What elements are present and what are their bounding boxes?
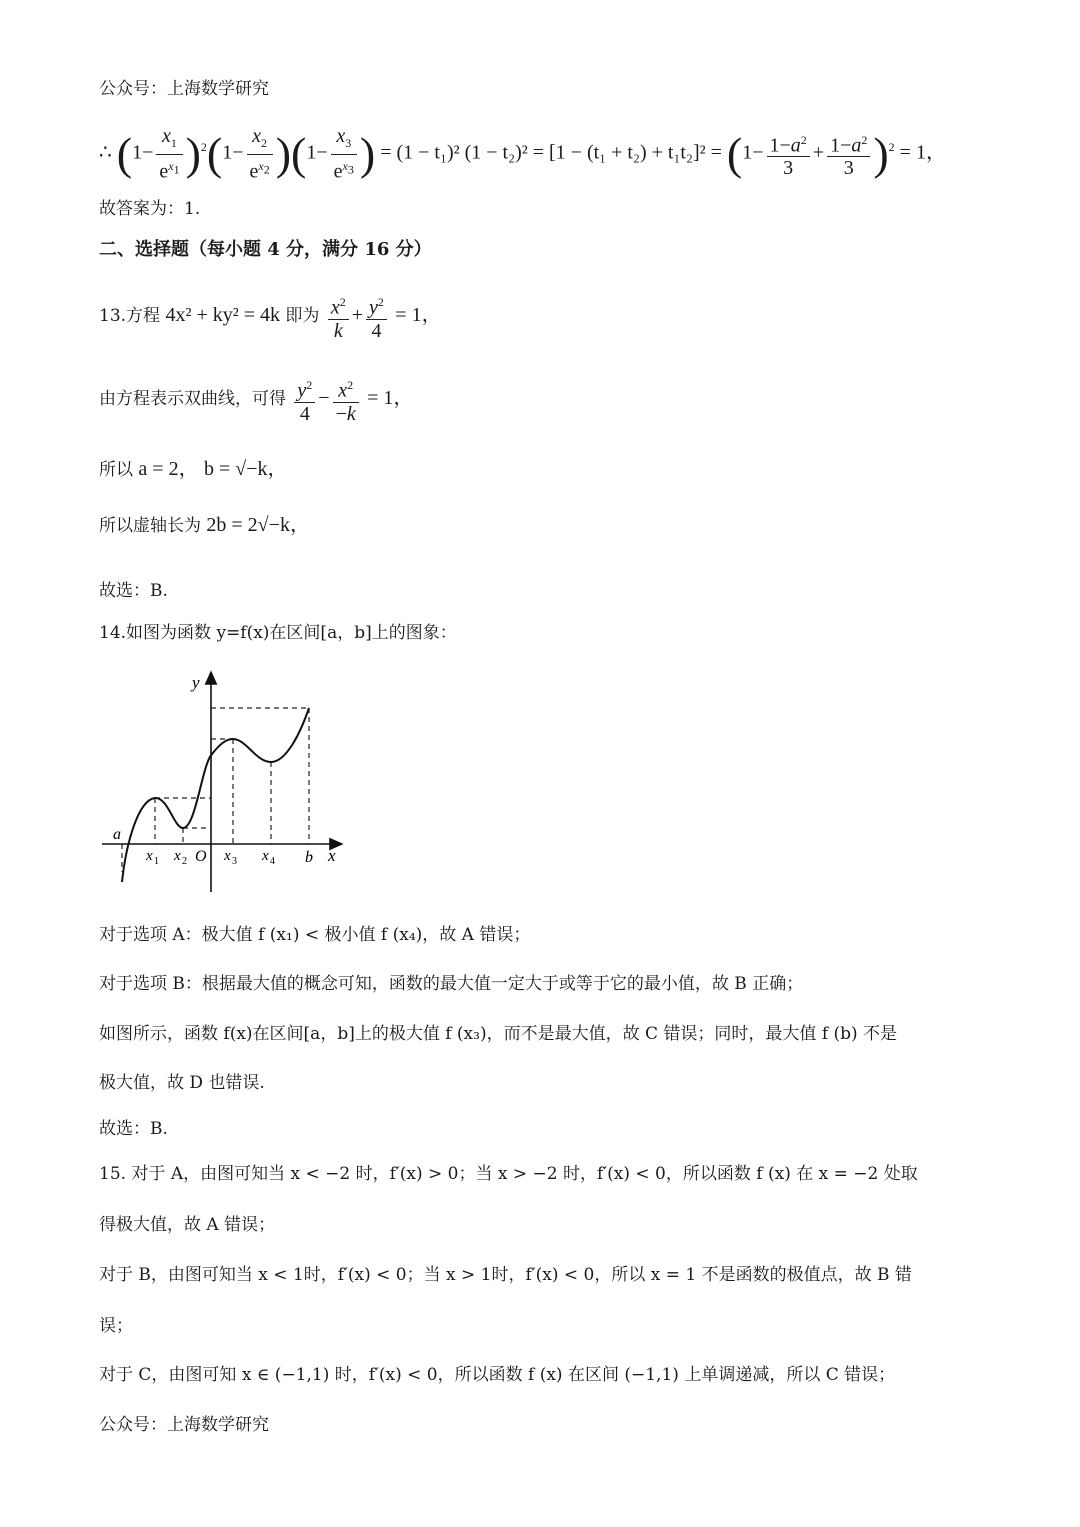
equation-end: = 1， (899, 141, 946, 164)
therefore-symbol: ∴ (99, 141, 112, 164)
q13-line2: 由方程表示双曲线，可得 $\frac{y^2}{4}$ − $\frac{x^2}{-k}$ = 1， (99, 370, 982, 426)
q13-l2-end: = 1， (367, 387, 414, 409)
label-x4-sub: 4 (270, 856, 275, 867)
q15-c-line: 对于 C，由图可知 x ∈ (−1,1) 时，f′(x) < 0，所以函数 f (x) 在区间 (−1,1) 上单调递减，所以 C 错误； (99, 1365, 896, 1385)
header-source: 公众号：上海数学研究 (99, 79, 269, 99)
q13-a-value: a = 2， (138, 458, 199, 480)
q15-a-line1: 15. 对于 A，由图可知当 x < −2 时，f′(x) > 0；当 x > −2 时，f′(x) < 0，所以函数 f (x) 在 x = −2 处取 (99, 1164, 918, 1184)
q13-b-value: b = √−k， (203, 458, 288, 480)
label-x1-sub: 1 (154, 856, 159, 867)
label-x2: x (174, 848, 181, 864)
q14-option-a: 对于选项 A：极大值 f (x₁) < 极小值 f (x₄)，故 A 错误； (99, 925, 531, 945)
q14-option-c-line2: 极大值，故 D 也错误. (99, 1073, 265, 1093)
q13-l4-prefix: 所以虚轴长为 (99, 516, 201, 536)
footer-source: 公众号：上海数学研究 (99, 1415, 269, 1435)
q14-option-c-line1: 如图所示，函数 f(x)在区间[a，b]上的极大值 f (x₃)，而不是最大值，故 C 错误；同时，最大值 f (b) 不是 (99, 1024, 898, 1044)
q13-l2-prefix: 由方程表示双曲线，可得 (99, 389, 286, 409)
answer-line: 故答案为：1. (99, 199, 201, 219)
q14-option-b: 对于选项 B：根据最大值的概念可知，函数的最大值一定大于或等于它的最小值，故 B 正确； (99, 974, 804, 994)
q13-choose: 故选：B. (99, 581, 168, 601)
x-axis-label: x (328, 846, 336, 865)
q13-prefix: 13.方程 (99, 306, 161, 326)
q13-mid: 即为 (285, 306, 320, 326)
label-a: a (113, 826, 121, 843)
q15-b-line2: 误； (99, 1316, 133, 1336)
q13-line1: 13.方程 4x² + ky² = 4k 即为 $\frac{x^2}{k}$ + $\frac{y^2}{4}$ = 1， (99, 287, 982, 343)
label-x1: x (146, 848, 153, 864)
label-b: b (305, 849, 313, 866)
y-axis-label: y (192, 673, 200, 692)
q14-intro: 14.如图为函数 y=f(x)在区间[a，b]上的图象： (99, 623, 457, 643)
q13-l1-end: = 1， (395, 304, 442, 326)
q15-a-line2: 得极大值，故 A 错误； (99, 1215, 276, 1235)
label-origin: O (195, 848, 207, 865)
q13-line4 (99, 512, 982, 539)
q13-line3 (99, 456, 982, 483)
label-x3: x (224, 848, 231, 864)
q13-equation: 4x² + ky² = 4k (165, 304, 281, 326)
function-graph (96, 664, 356, 896)
q13-axis-length: 2b = 2√−k， (206, 514, 310, 536)
q14-choose: 故选：B. (99, 1119, 168, 1139)
top-equation: ∴ (1− $\frac{x_1}{e^{x_1}}$ )$^2$(1− $\frac{x_2}{e^{x_2}}$ )(1− $\frac{x_3}{e^{x_3}}$ ) = (1 − t₁)² (1 − t₂)² = [1 − (t₁ + t₂) + t₁t₂]² = (1− $\frac{1-a^2}{3}$ + $\frac{1-a^2}{3}$ )$^2$ = 1， (99, 125, 946, 183)
label-x2-sub: 2 (182, 856, 187, 867)
label-x4: x (262, 848, 269, 864)
label-x3-sub: 3 (232, 856, 237, 867)
q13-l3-prefix: 所以 (99, 460, 133, 480)
equation-middle: = (1 − t₁)² (1 − t₂)² = [1 − (t₁ + t₂) + t₁t₂]² = (380, 141, 722, 164)
q15-b-line1: 对于 B，由图可知当 x < 1时，f′(x) < 0；当 x > 1时，f′(x) < 0，所以 x = 1 不是函数的极值点，故 B 错 (99, 1265, 912, 1285)
section-title: 二、选择题（每小题 4 分，满分 16 分） (99, 239, 432, 260)
